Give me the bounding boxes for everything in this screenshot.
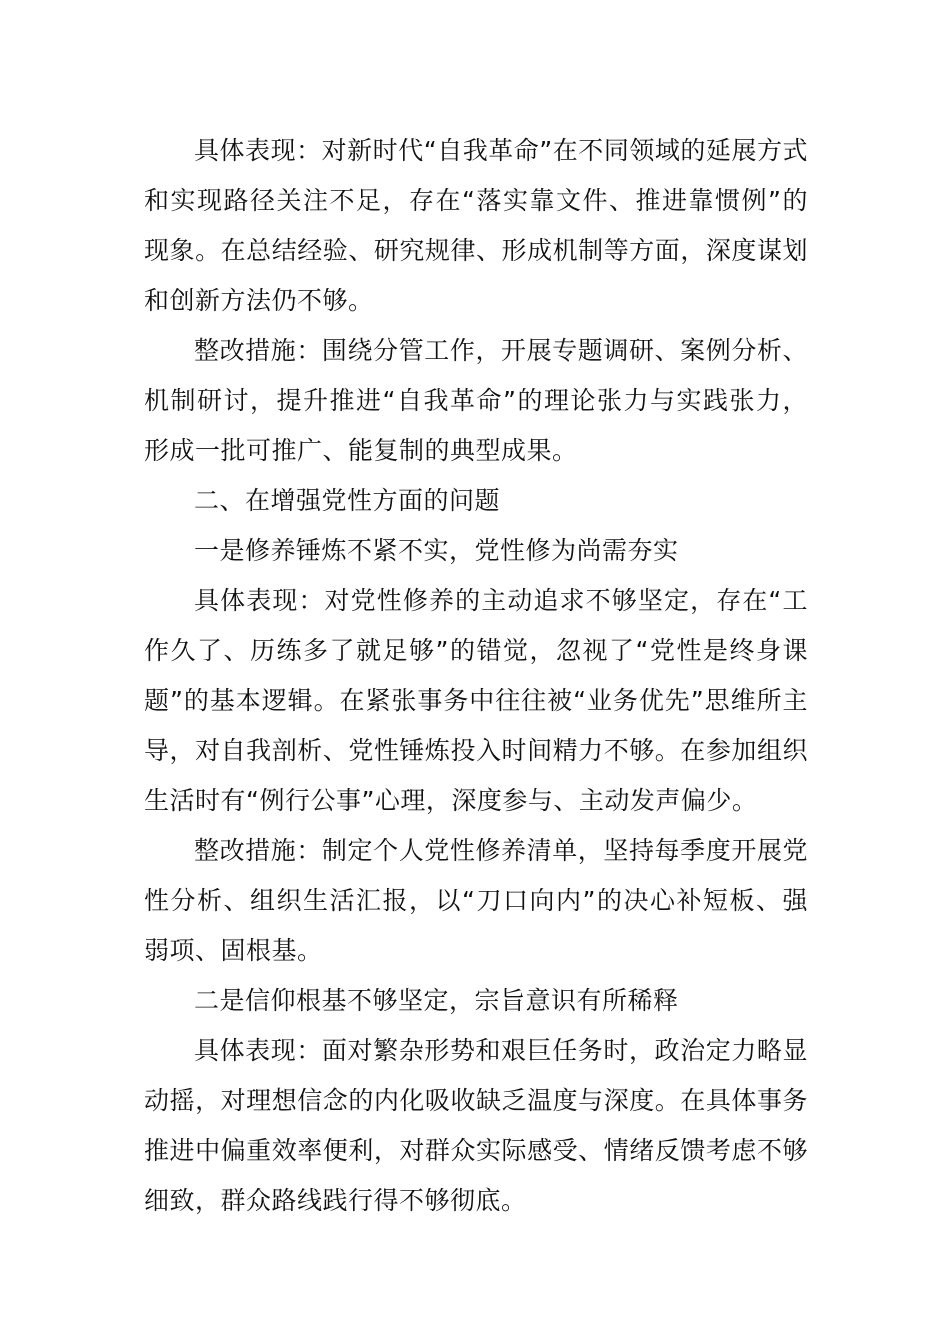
- paragraph-manifestation-2: 具体表现：对党性修养的主动追求不够坚定，存在“工作久了、历练多了就足够”的错觉，忽视了“党性是终身课题”的基本逻辑。在紧张事务中往往被“业务优先”思维所主导，对自我剖析、党性锤炼投入时间精力不够。在参加组织生活时有“例行公事”心理，深度参与、主动发声偏少。: [144, 586, 808, 815]
- subheading-faith: 二是信仰根基不够坚定，宗旨意识有所稀释: [194, 986, 679, 1015]
- paragraph-manifestation-3: 具体表现：面对繁杂形势和艰巨任务时，政治定力略显动摇，对理想信念的内化吸收缺乏温度与深度。在具体事务推进中偏重效率便利，对群众实际感受、情绪反馈考虑不够细致，群众路线践行得不够彻底。: [144, 1036, 808, 1215]
- section-heading-party-spirit: 二、在增强党性方面的问题: [194, 486, 501, 515]
- paragraph-rectification-2: 整改措施：制定个人党性修养清单，坚持每季度开展党性分析、组织生活汇报，以“刀口向内”的决心补短板、强弱项、固根基。: [144, 836, 808, 965]
- paragraph-manifestation-1: 具体表现：对新时代“自我革命”在不同领域的延展方式和实现路径关注不足，存在“落实靠文件、推进靠惯例”的现象。在总结经验、研究规律、形成机制等方面，深度谋划和创新方法仍不够。: [144, 136, 808, 315]
- paragraph-rectification-1: 整改措施：围绕分管工作，开展专题调研、案例分析、机制研讨，提升推进“自我革命”的理论张力与实践张力，形成一批可推广、能复制的典型成果。: [144, 336, 808, 465]
- subheading-cultivation: 一是修养锤炼不紧不实，党性修为尚需夯实: [194, 536, 679, 565]
- document-body: [144, 126, 808, 1226]
